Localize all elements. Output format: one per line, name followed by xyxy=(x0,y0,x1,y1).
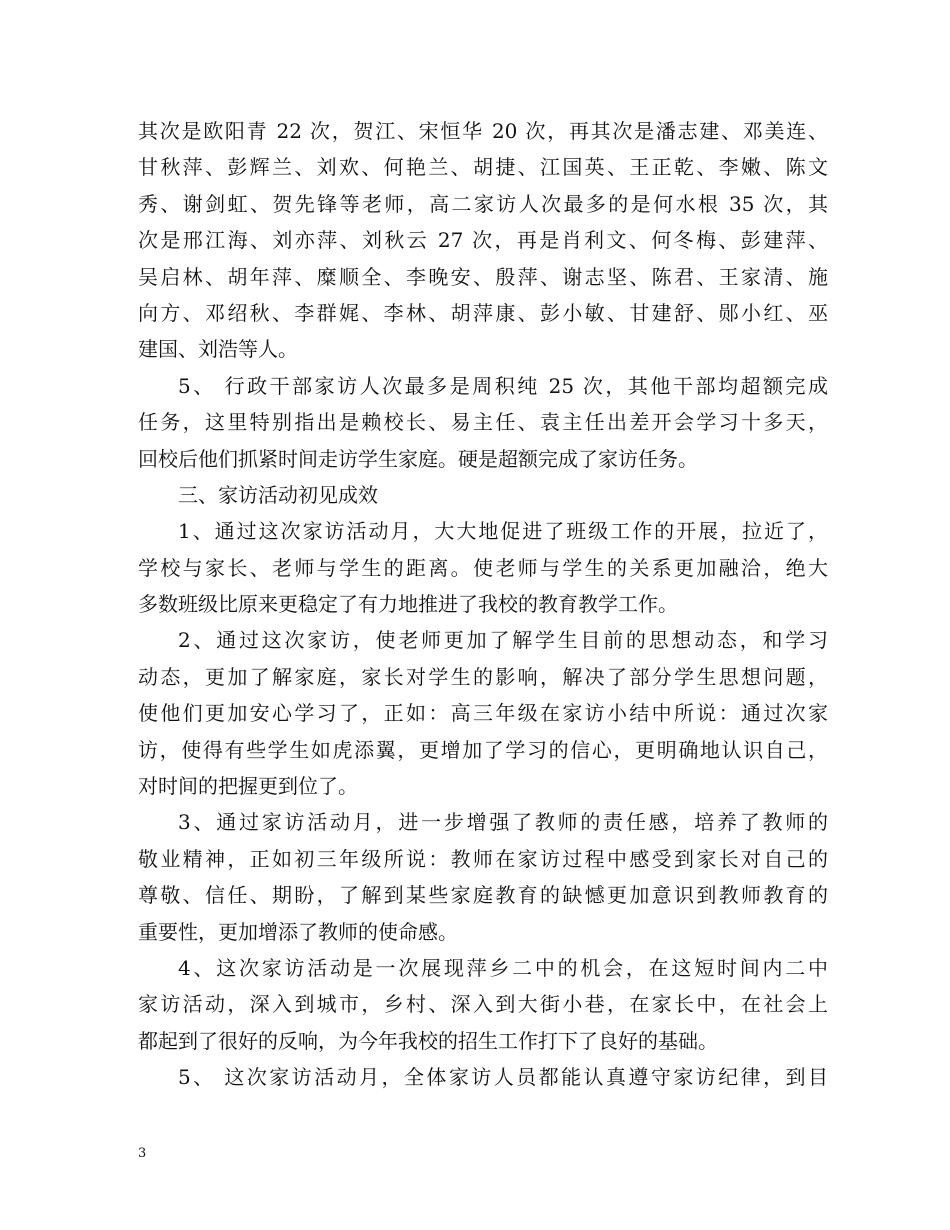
text-line: 都起到了很好的反响，为今年我校的招生工作打下了良好的基础。 xyxy=(138,1028,718,1053)
text-line: 2、通过这次家访，使老师更加了解学生目前的思想动态，和学习 xyxy=(178,628,828,653)
page-number: 3 xyxy=(138,1146,147,1161)
text-line: 任务，这里特别指出是赖校长、易主任、袁主任出差开会学习十多天， xyxy=(138,410,828,435)
text-line: 家访活动，深入到城市，乡村、深入到大街小巷，在家长中，在社会上 xyxy=(138,992,828,1017)
text-line: 4、这次家访活动是一次展现萍乡二中的机会，在这短时间内二中 xyxy=(178,955,828,980)
text-line: 尊敬、信任、期盼，了解到某些家庭教育的缺憾更加意识到教师教育的 xyxy=(138,883,828,908)
text-line: 3、通过家访活动月，进一步增强了教师的责任感，培养了教师的 xyxy=(178,810,828,835)
text-line: 向方、邓绍秋、李群娓、李林、胡萍康、彭小敏、甘建舒、郧小红、巫 xyxy=(138,300,828,325)
text-line: 使他们更加安心学习了，正如：高三年级在家访小结中所说：通过次家 xyxy=(138,701,828,726)
text-line: 三、家访活动初见成效 xyxy=(178,482,378,507)
text-line: 建国、刘浩等人。 xyxy=(138,337,298,362)
text-line: 1、通过这次家访活动月，大大地促进了班级工作的开展，拉近了， xyxy=(178,519,828,544)
text-line: 甘秋萍、彭辉兰、刘欢、何艳兰、胡捷、江国英、王正乾、李嫩、陈文 xyxy=(138,155,828,180)
text-line: 动态，更加了解家庭，家长对学生的影响，解决了部分学生思想问题， xyxy=(138,664,828,689)
text-line: 回校后他们抓紧时间走访学生家庭。硬是超额完成了家访任务。 xyxy=(138,446,698,471)
body-text xyxy=(138,113,828,1096)
text-line: 吴启林、胡年萍、糜顺全、李晚安、殷萍、谢志坚、陈君、王家清、施 xyxy=(138,264,828,289)
text-line: 5、 这次家访活动月，全体家访人员都能认真遵守家访纪律，到目 xyxy=(178,1065,828,1090)
text-line: 重要性，更加增添了教师的使命感。 xyxy=(138,919,458,944)
text-line: 对时间的把握更到位了。 xyxy=(138,774,358,799)
text-line: 敬业精神，正如初三年级所说：教师在家访过程中感受到家长对自己的 xyxy=(138,846,828,871)
text-line: 访，使得有些学生如虎添翼，更增加了学习的信心，更明确地认识自己， xyxy=(138,737,828,762)
text-line: 秀、谢剑虹、贺先锋等老师，高二家访人次最多的是何水根 35 次，其 xyxy=(138,191,828,216)
text-line: 5、 行政干部家访人次最多是周积纯 25 次，其他干部均超额完成 xyxy=(178,373,828,398)
text-line: 其次是欧阳青 22 次，贺江、宋恒华 20 次，再其次是潘志建、邓美连、 xyxy=(138,119,828,143)
text-line: 学校与家长、老师与学生的距离。使老师与学生的关系更加融洽，绝大 xyxy=(138,555,828,580)
text-line: 次是邢江海、刘亦萍、刘秋云 27 次，再是肖利文、何冬梅、彭建萍、 xyxy=(138,228,828,253)
text-line: 多数班级比原来更稳定了有力地推进了我校的教育教学工作。 xyxy=(138,592,678,617)
